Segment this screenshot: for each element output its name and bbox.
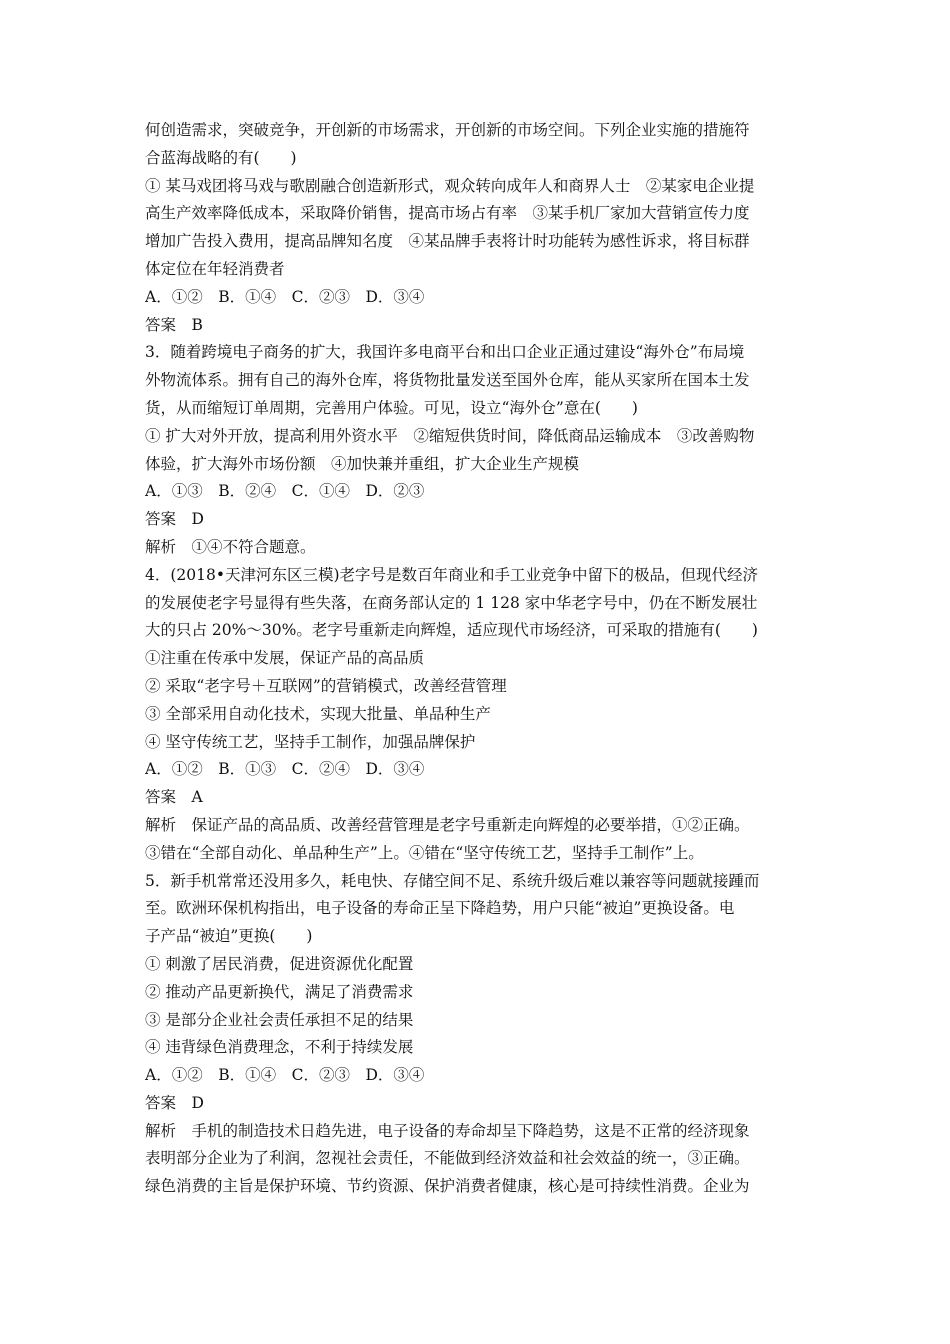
option-item: ② 采取“老字号＋互联网”的营销模式，改善经营管理 [145,676,507,695]
text-line: 合蓝海战略的有( ) [145,148,297,167]
text-line: 子产品“被迫”更换( ) [145,927,313,946]
option-item: ① 刺激了居民消费，促进资源优化配置 [145,954,414,973]
text-line: 绿色消费的主旨是保护环境、节约资源、保护消费者健康，核心是可持续性消费。企业为 [145,1177,750,1196]
text-line: 的发展使老字号显得有些失落，在商务部认定的 1 128 家中华老字号中，仍在不断发展壮 [145,593,758,612]
answer-line: 答案 D [145,1093,204,1112]
text-line: 货，从而缩短订单周期，完善用户体验。可见，设立“海外仓”意在( ) [145,398,638,417]
text-line: 高生产效率降低成本，采取降价销售，提高市场占有率 ③某手机厂家加大营销宣传力度 [145,204,750,223]
option-item: ② 推动产品更新换代，满足了消费需求 [145,982,414,1001]
option-item: ④ 坚守传统工艺，坚持手工制作，加强品牌保护 [145,732,476,751]
text-line: 至。欧洲环保机构指出，电子设备的寿命正呈下降趋势，用户只能“被迫”更换设备。电 [145,899,735,918]
analysis-line: 解析 ①④不符合题意。 [145,537,316,556]
question-3-line: 3．随着跨境电子商务的扩大，我国许多电商平台和出口企业正通过建设“海外仓”布局境 [145,343,745,362]
answer-options: A．①③ B．②④ C．①④ D．②③ [145,482,425,501]
text-line: ③错在“全部自动化、单品种生产”上。④错在“坚守传统工艺，坚持手工制作”上。 [145,843,704,862]
document-page [145,117,810,1201]
text-line: ① 扩大对外开放，提高利用外资水平 ②缩短供货时间，降低商品运输成本 ③改善购物 [145,426,755,445]
option-item: ③ 全部采用自动化技术，实现大批量、单品种生产 [145,704,491,723]
answer-options: A．①② B．①④ C．②③ D．③④ [145,287,425,306]
text-line: 何创造需求，突破竞争，开创新的市场需求，开创新的市场空间。下列企业实施的措施符 [145,121,750,139]
text-line: 增加广告投入费用，提高品牌知名度 ④某品牌手表将计时功能转为感性诉求，将目标群 [145,232,750,251]
analysis-line: 解析 保证产品的高品质、改善经营管理是老字号重新走向辉煌的必要举措，①②正确。 [145,815,750,834]
option-item: ①注重在传承中发展，保证产品的高品质 [145,649,425,668]
answer-options: A．①② B．①③ C．②④ D．③④ [145,760,425,779]
text-line: 体定位在年轻消费者 [145,259,285,278]
answer-line: 答案 D [145,510,204,529]
text-line: 大的只占 20%～30%。老字号重新走向辉煌，适应现代市场经济，可采取的措施有( ) [145,621,758,640]
text-line: ① 某马戏团将马戏与歌剧融合创造新形式，观众转向成年人和商界人士 ②某家电企业提 [145,176,755,195]
answer-line: 答案 B [145,315,203,334]
option-item: ④ 违背绿色消费理念，不利于持续发展 [145,1038,414,1057]
answer-options: A．①② B．①④ C．②③ D．③④ [145,1066,425,1085]
answer-line: 答案 A [145,788,203,807]
text-line: 表明部分企业为了利润，忽视社会责任，不能做到经济效益和社会效益的统一，③正确。 [145,1149,750,1168]
question-5-line: 5．新手机常常还没用多久，耗电快、存储空间不足、系统升级后难以兼容等问题就接踵而 [145,871,760,890]
question-4-line: 4．(2018•天津河东区三模)老字号是数百年商业和手工业竞争中留下的极品，但现代经济 [145,565,759,584]
text-line: 体验，扩大海外市场份额 ④加快兼并重组，扩大企业生产规模 [145,454,580,473]
option-item: ③ 是部分企业社会责任承担不足的结果 [145,1010,414,1029]
analysis-line: 解析 手机的制造技术日趋先进，电子设备的寿命却呈下降趋势，这是不正常的经济现象 [145,1121,750,1140]
text-line: 外物流体系。拥有自己的海外仓库，将货物批量发送至国外仓库，能从买家所在国本土发 [145,371,750,390]
